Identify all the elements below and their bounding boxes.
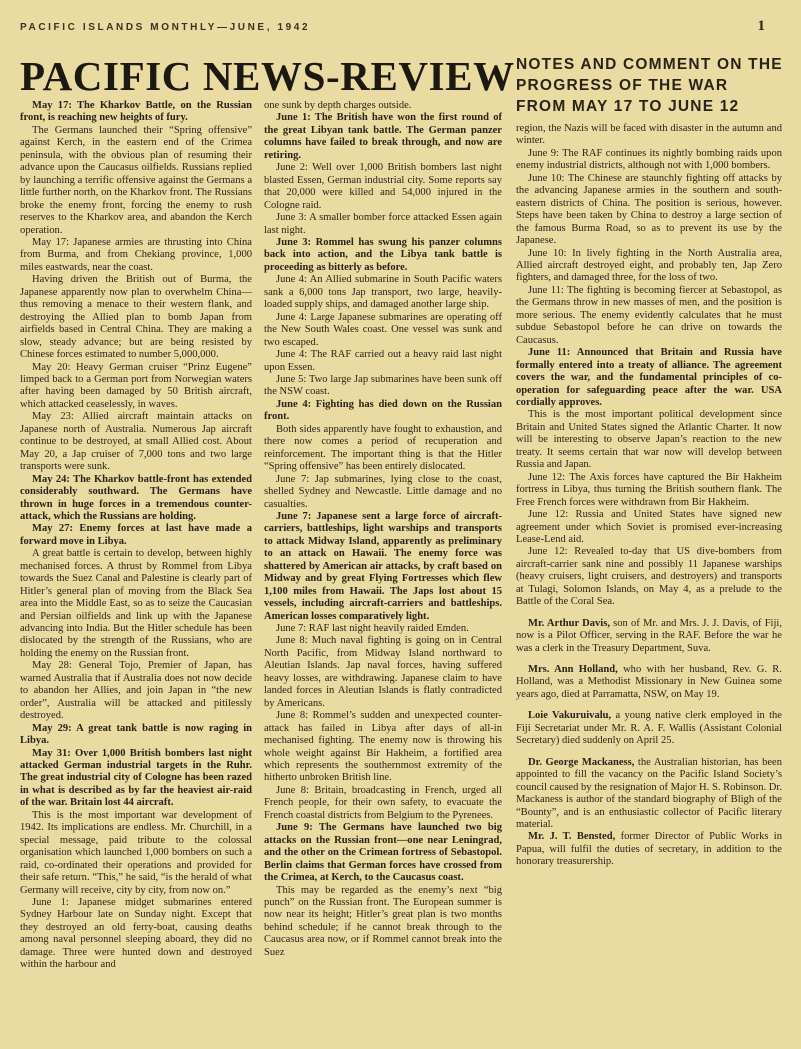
column-3 — [516, 123, 782, 869]
paragraph — [264, 112, 502, 162]
paragraph — [516, 173, 782, 248]
body-text: June 7: RAF last night heavily raided Emden. — [276, 623, 469, 635]
paragraph — [516, 285, 782, 347]
paragraph — [264, 623, 502, 635]
bold-text: June 7: Japanese sent a large force of aircraft-carriers, battleships, light warships and transports to attack Midway Island, apparently as preliminary to an attack on Hawaii. The enemy force was shattered by American air attacks, by craft based on Midway and by great Flying Fortresses which flew 1,100 miles from Hawaii. The Japs lost about 15 vessels, including aircraft-carriers and battleships. American losses comparatively light. — [264, 510, 502, 622]
body-text: former Director of Public Works in Papua, will fulfil the duties of secretary, in addition to the honorary treasurership. — [516, 831, 782, 868]
bold-text: May 17: The Kharkov Battle, on the Russian front, is reaching new heights of fury. — [20, 100, 252, 124]
body-text: June 8: Britain, broadcasting in French, urged all French people, for their own safety, to evacuate the French coastal districts from Belgium to the Pyrenees. — [264, 784, 502, 821]
paragraph — [20, 411, 252, 473]
paragraph — [516, 618, 782, 655]
body-text: June 12: Revealed to-day that US dive-bombers from aircraft-carrier sank nine and possibly 11 Japanese warships (heavy cruisers, light cruisers, and destroyers) and transports at Tulagi, Solomon Islands, on May 4, as a prelude to the Battle of the Coral Sea. — [516, 546, 782, 608]
body-text: May 28: General Tojo, Premier of Japan, has warned Australia that if Australia does not now decide to abandon her Allies, and join Japan in “the new order”, Australia will be attacked and pitilessly destroyed. — [20, 660, 252, 722]
paragraph — [264, 424, 502, 474]
body-text: June 4: Large Japanese submarines are operating off the New South Wales coast. One vessel was sunk and two escaped. — [264, 311, 502, 348]
body-text: This is the most important war development of 1942. Its implications are endless. Mr. Churchill, in a special message, paid tribute to the colossal organisation which launched 1,000 bombers on such a raid, co-ordinated their operations and provided for their safe return. “This,” he said, “is the herald of what Germany will receive, city by city, from now on.” — [20, 809, 252, 896]
paragraph — [20, 237, 252, 274]
paragraph — [516, 248, 782, 285]
body-text: June 8: Rommel’s sudden and unexpected counter-attack has failed in Libya after days of all-in mechanised fighting. The enemy now is throwing his whole weight against Bir Hakheim, a fortified area which represents the southernmost extremity of the hitherto unbroken British line. — [264, 710, 502, 784]
paragraph — [264, 635, 502, 710]
bold-text: June 11: Announced that Britain and Russia have formally entered into a treaty of alliance. The agreement covers the war, and the fundamental principles of co-operation for safeguarding peace after the war. USA cordially approves. — [516, 347, 782, 408]
bold-text: May 24: The Kharkov battle-front has extended considerably southward. The Germans have thrown in huge forces in a tremendous counter-attack, which the Russians are holding. — [20, 473, 252, 522]
body-text: May 23: Allied aircraft maintain attacks on Japanese north of Australia. Numerous Jap aircraft continue to be destroyed, at small Allied cost. About May 20, a Jap cruiser of 7,000 tons and two large transports were sunk. — [20, 411, 252, 473]
paragraph — [264, 474, 502, 511]
body-text: May 17: Japanese armies are thrusting into China from Burma, and from Chekiang province, 1,000 miles eastwards, near the coast. — [20, 236, 252, 273]
body-text: one sunk by depth charges outside. — [264, 100, 412, 111]
body-text: son of Mr. and Mrs. J. J. Davis, of Fiji, now is a Pilot Officer, serving in the RAF. Before the war he was a clerk in the Treasury Department, Suva. — [516, 617, 782, 654]
body-text: June 8: Much naval fighting is going on in Central North Pacific, from Midway Island northward to Aleutian Islands. Jap naval forces, having suffered heavy losses, are withdrawing. Japanese claim to have landed forces in Aleutian Islands is flatly contradicted by Americans. — [264, 635, 502, 709]
paragraph — [20, 810, 252, 897]
bold-text: Mrs. Ann Holland, — [528, 664, 618, 676]
paragraph — [264, 100, 502, 112]
paragraph — [20, 660, 252, 722]
paragraph — [264, 349, 502, 374]
paragraph — [20, 100, 252, 125]
paragraph — [516, 409, 782, 471]
body-text: June 12: Russia and United States have signed new agreement under which Soviet is promised ever-increasing Lease-Lend aid. — [516, 509, 782, 545]
bold-text: June 9: The Germans have launched two big attacks on the Russian front—one near Leningrad, and the other on the Crimean fortress of Sebastopol. Berlin claims that German forces have crossed from the Crimea, at Kerch, to the Caucasus coast. — [264, 822, 502, 884]
body-text: June 1: Japanese midget submarines entered Sydney Harbour late on Sunday night. Except that they destroyed an old ferry-boat, causing deaths among naval personnel sleeping aboard, they did no damage. Three were hunted down and destroyed within the harbour and — [20, 897, 252, 971]
masthead-title: PACIFIC NEWS-REVIEW — [20, 53, 515, 99]
paragraph — [516, 757, 782, 832]
bold-text: Mr. Arthur Davis, — [528, 617, 610, 629]
paragraph — [516, 509, 782, 546]
paragraph — [20, 362, 252, 412]
paragraph — [264, 274, 502, 311]
paragraph — [516, 472, 782, 509]
paragraph — [264, 822, 502, 884]
body-text: May 20: Heavy German cruiser “Prinz Eugene” limped back to a German port from Norwegian waters after having been damaged by 50 British aircraft, which attacked ceaselessly, in waves. — [20, 361, 252, 410]
paragraph — [264, 212, 502, 237]
body-text: The Germans launched their “Spring offensive” against Kerch, in the eastern end of the Crimea peninsula, with the obvious plan of resuming their advance upon the Caucasus oilfields. Russians replied by launching a terrific offensive against the Germans a little further north, on the Kharkov front. The Russians broke the enemy front, forcing the enemy to rush reserves to the Kharkov area, and abandon the Kerch operation. — [20, 124, 252, 236]
paragraph — [516, 347, 782, 409]
paragraph — [20, 748, 252, 810]
paragraph — [516, 710, 782, 747]
bold-text: May 27: Enemy forces at last have made a forward move in Libya. — [20, 523, 252, 547]
page-number: 1 — [757, 18, 765, 34]
paragraph — [20, 897, 252, 972]
paragraph — [20, 474, 252, 524]
column-1 — [20, 100, 252, 972]
paragraph — [264, 237, 502, 274]
paragraph — [20, 125, 252, 237]
paragraph — [516, 148, 782, 173]
paragraph — [264, 785, 502, 822]
paragraph — [264, 511, 502, 623]
paragraph — [20, 274, 252, 361]
body-text: This is the most important political development since Britain and United States signed the Atlantic Charter. It now will be interesting to observe Japan’s reaction to the new treaty. It seems certain that war now will develop between Russia and Japan. — [516, 409, 782, 471]
paragraph — [264, 312, 502, 349]
paragraph — [264, 374, 502, 399]
body-text: June 2: Well over 1,000 British bombers last night blasted Essen, German industrial city. Some reports say that 20,000 were killed and 54,000 injured in the Cologne raid. — [264, 162, 502, 211]
body-text: region, the Nazis will be faced with disaster in the autumn and winter. — [516, 123, 782, 147]
running-title: PACIFIC ISLANDS MONTHLY—JUNE, 1942 — [20, 22, 311, 33]
paragraph — [264, 399, 502, 424]
paragraph — [20, 723, 252, 748]
bold-text: June 3: Rommel has swung his panzer columns back into action, and the Libya tank battle is proceeding as bitterly as before. — [264, 236, 502, 273]
paragraph — [516, 123, 782, 148]
body-text: June 10: The Chinese are staunchly fighting off attacks by the advancing Japanese armies in the southern and south-eastern districts of China. The position is serious, however. Steps have been taken by China to destroy a large section of the famous Burma Road, so as to prevent its use by the Japanese. — [516, 172, 782, 247]
bold-text: Mr. J. T. Bensted, — [528, 831, 616, 843]
paragraph — [264, 162, 502, 212]
bold-text: May 31: Over 1,000 British bombers last night attacked German industrial targets in the Ruhr. The great industrial city of Cologne has been razed in what is described as by far the heaviest air-raid of the war. Britain lost 44 aircraft. — [20, 747, 252, 809]
paragraph — [516, 546, 782, 608]
body-text: This may be regarded as the enemy’s next “big punch” on the Russian front. The European summer is now near its height; Hitler’s great plan is two months behind schedule; if he cannot break through to the Caucasus area now, or if Rommel cannot break into the Suez — [264, 884, 502, 958]
paragraph — [264, 885, 502, 960]
bold-text: May 29: A great tank battle is now raging in Libya. — [20, 722, 252, 747]
body-text: Having driven the British out of Burma, the Japanese apparently now plan to overwhelm China—thus removing a menace to their western flank, and destroying the Allied plan to bomb Japan from airfields based in Central China. They are making a slow, steady advance; but are being resisted by Chinese forces estimated to number 5,000,000. — [20, 274, 252, 361]
body-text: June 4: The RAF carried out a heavy raid last night upon Essen. — [264, 349, 502, 373]
body-text: the Australian historian, has been appointed to fill the vacancy on the Pacific Island Society’s council caused by the resignation of Major H. S. Robinson. Dr. Mackaness is author of the standard biography of Bligh of the “Bounty”, and is an enthusiastic collector of Pacific literary material. — [516, 756, 782, 831]
paragraph — [20, 523, 252, 548]
paragraph — [264, 710, 502, 785]
paragraph — [20, 548, 252, 660]
body-text: June 4: An Allied submarine in South Pacific waters sank a 6,000 tons Jap transport, two large, heavily-loaded supply ships, and damaged another large ship. — [264, 274, 502, 311]
column-2 — [264, 100, 502, 959]
bold-text: Dr. George Mackaness, — [528, 756, 635, 768]
notes-heading: NOTES AND COMMENT ON THE PROGRESS OF THE WAR FROM MAY 17 TO JUNE 12 — [516, 56, 783, 115]
body-text: who with her husband, Rev. G. R. Holland, was a Methodist Missionary in New Guinea some years ago, died at Parramatta, NSW, on May 19. — [516, 664, 782, 700]
body-text: A great battle is certain to develop, between highly mechanised forces. A thrust by Rommel from Libya towards the Suez Canal and Palestine is clearly part of Hitler’s general plan of moving from the Black Sea area into the Middle East, so as to seize the Caucasian and Persian oilfields and link up with the Japanese advancing into India. But the Hitler schedule has been dislocated by the strength of the Russians, who are holding the enemy on the Russian front. — [20, 548, 252, 659]
bold-text: June 1: The British have won the first round of the great Libyan tank battle. The German panzer columns have failed to break through, and now are retiring. — [264, 112, 502, 161]
body-text: June 5: Two large Jap submarines have been sunk off the NSW coast. — [264, 373, 502, 398]
body-text: a young native clerk employed in the Fiji Secretariat under Mr. R. A. F. Wallis (Assistant Colonial Secretary) died suddenly on April 25. — [516, 710, 782, 747]
paragraph — [516, 664, 782, 701]
body-text: June 3: A smaller bomber force attacked Essen again last night. — [264, 212, 502, 236]
body-text: June 12: The Axis forces have captured the Bir Hakheim fortress in Libya, thus turning the British southern flank. The Free French forces were withdrawn from Bir Hakheim. — [516, 471, 782, 508]
body-text: Both sides apparently have fought to exhaustion, and there now comes a period of recuperation and reinforcement. The important thing is that the Hitler “Spring offensive” has been entirely dislocated. — [264, 423, 502, 473]
paragraph — [516, 831, 782, 868]
body-text: June 11: The fighting is becoming fiercer at Sebastopol, as the Germans throw in new masses of men, and the position is more serious. The enemy evidently calculates that he must subdue Sebastopol before he can drive on towards the Caucasus. — [516, 284, 782, 346]
bold-text: Loie Vakuruivalu, — [528, 710, 612, 722]
body-text: June 7: Jap submarines, lying close to the coast, shelled Sydney and Newcastle. Little damage and no casualties. — [264, 473, 502, 510]
bold-text: June 4: Fighting has died down on the Russian front. — [264, 398, 502, 423]
body-text: June 10: In lively fighting in the North Australia area, Allied aircraft destroyed eight, and probably ten, Jap Zero fighters, and damaged three, for the loss of two. — [516, 247, 782, 284]
body-text: June 9: The RAF continues its nightly bombing raids upon enemy industrial districts, although not with 1,000 bombers. — [516, 147, 782, 172]
